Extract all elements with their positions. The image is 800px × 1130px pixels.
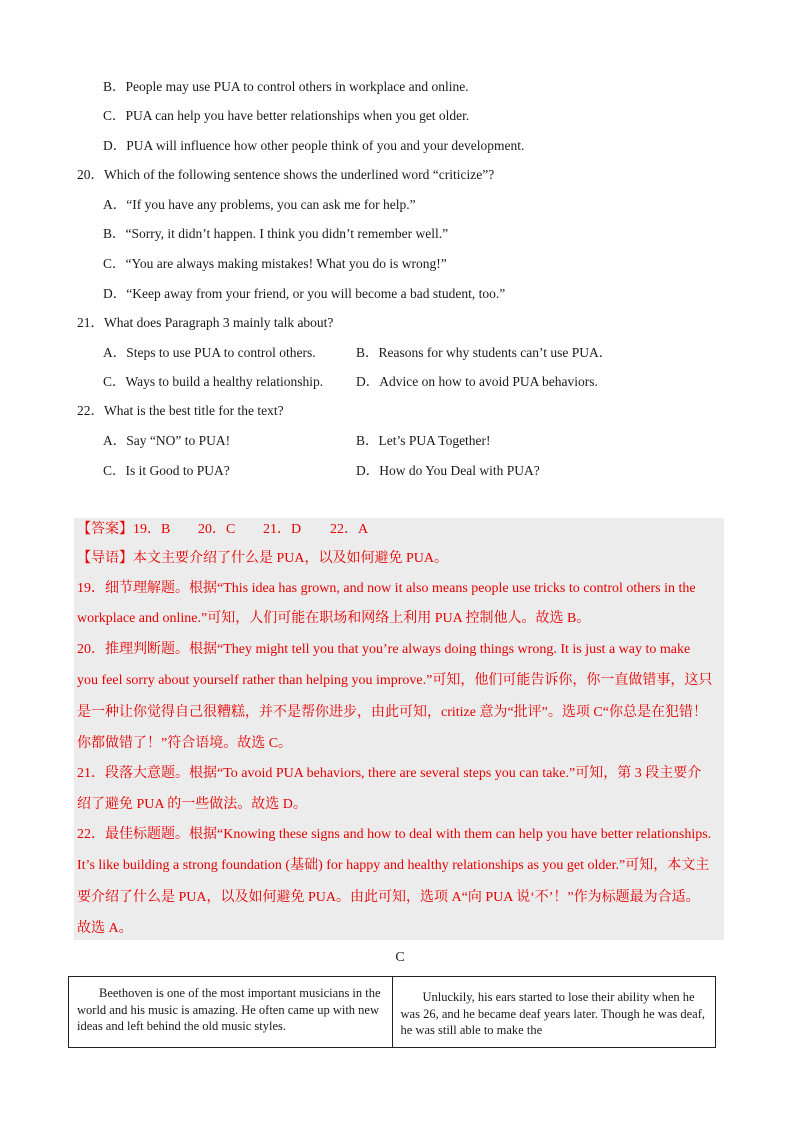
q22-option-a: A．Say “NO” to PUA! [103, 433, 231, 448]
q21-option-b: B．Reasons for why students can’t use PUA． [356, 345, 613, 360]
explanation-20-line1: 20．推理判断题。根据“They might tell you that you’re always doing things wrong. It is just a way to make [77, 642, 691, 657]
explanation-intro: 【导语】本文主要介绍了什么是 PUA，以及如何避免 PUA。 [77, 551, 449, 566]
answer-key-22: 22．A [330, 522, 369, 537]
explanation-22-line1: 22．最佳标题题。根据“Knowing these signs and how to deal with them can help you have better relationships. [77, 827, 712, 842]
explanation-19-line1: 19．细节理解题。根据“This idea has grown, and now it also means people use tricks to control others in the [77, 581, 696, 596]
q20-option-d: D．“Keep away from your friend, or you will become a bad student, too.” [103, 286, 506, 301]
answer-key-20: 20．C [198, 522, 236, 537]
explanation-22-line2: It’s like building a strong foundation (基础) for happy and healthy relationships as you get older.”可知，本文主 [77, 858, 710, 873]
q22-option-b: B．Let’s PUA Together! [356, 433, 491, 448]
q20-option-c: C．“You are always making mistakes! What you do is wrong!” [103, 256, 447, 271]
passage-cell-right: Unluckily, his ears started to lose their ability when he was 26, and he became deaf years later. Though he was deaf, he was still able to make the [392, 977, 716, 1048]
explanation-21-line2: 绍了避免 PUA 的一些做法。故选 D。 [77, 797, 307, 812]
explanation-22-line3: 要介绍了什么是 PUA，以及如何避免 PUA。由此可知，选项 A“向 PUA 说‘不’！”作为标题最为合适。 [77, 890, 700, 905]
q21-option-a: A．Steps to use PUA to control others. [103, 345, 316, 360]
answer-key-21: 21．D [263, 522, 302, 537]
q20-option-b: B．“Sorry, it didn’t happen. I think you didn’t remember well.” [103, 226, 449, 241]
q20-stem: 20．Which of the following sentence shows the underlined word “criticize”? [77, 167, 495, 182]
passage-cell-left: Beethoven is one of the most important musicians in the world and his music is amazing. He often came up with new ideas and left behind the old music styles. [69, 977, 393, 1048]
explanation-20-line4: 你都做错了！”符合语境。故选 C。 [77, 736, 293, 751]
q22-option-d: D．How do You Deal with PUA? [356, 463, 540, 478]
q19-option-b: B．People may use PUA to control others in workplace and online. [103, 79, 469, 94]
explanation-19-line2: workplace and online.”可知，人们可能在职场和网络上利用 PUA 控制他人。故选 B。 [77, 611, 591, 626]
explanation-20-line2: you feel sorry about yourself rather than helping you improve.”可知，他们可能告诉你，你一直做错事，这只 [77, 673, 713, 688]
q19-option-d: D．PUA will influence how other people think of you and your development. [103, 138, 525, 153]
answer-key-19: 19．B [133, 522, 171, 537]
explanation-22-line4: 故选 A。 [77, 921, 133, 936]
q22-option-c: C．Is it Good to PUA? [103, 463, 230, 478]
q20-option-a: A．“If you have any problems, you can ask me for help.” [103, 197, 416, 212]
explanation-21-line1: 21．段落大意题。根据“To avoid PUA behaviors, there are several steps you can take.”可知，第 3 段主要介 [77, 766, 702, 781]
section-c-letter: C [395, 950, 405, 965]
answer-key-label: 【答案】 [77, 522, 133, 537]
q21-stem: 21．What does Paragraph 3 mainly talk about? [77, 315, 334, 330]
q21-option-d: D．Advice on how to avoid PUA behaviors. [356, 374, 598, 389]
q21-option-c: C．Ways to build a healthy relationship. [103, 374, 324, 389]
explanation-20-line3: 是一种让你觉得自己很糟糕，并不是帮你进步，由此可知，critize 意为“批评”。选项 C“你总是在犯错！ [77, 705, 707, 720]
section-c-passage-table [68, 976, 716, 1048]
q22-stem: 22．What is the best title for the text? [77, 403, 284, 418]
q19-option-c: C．PUA can help you have better relationships when you get older. [103, 108, 470, 123]
